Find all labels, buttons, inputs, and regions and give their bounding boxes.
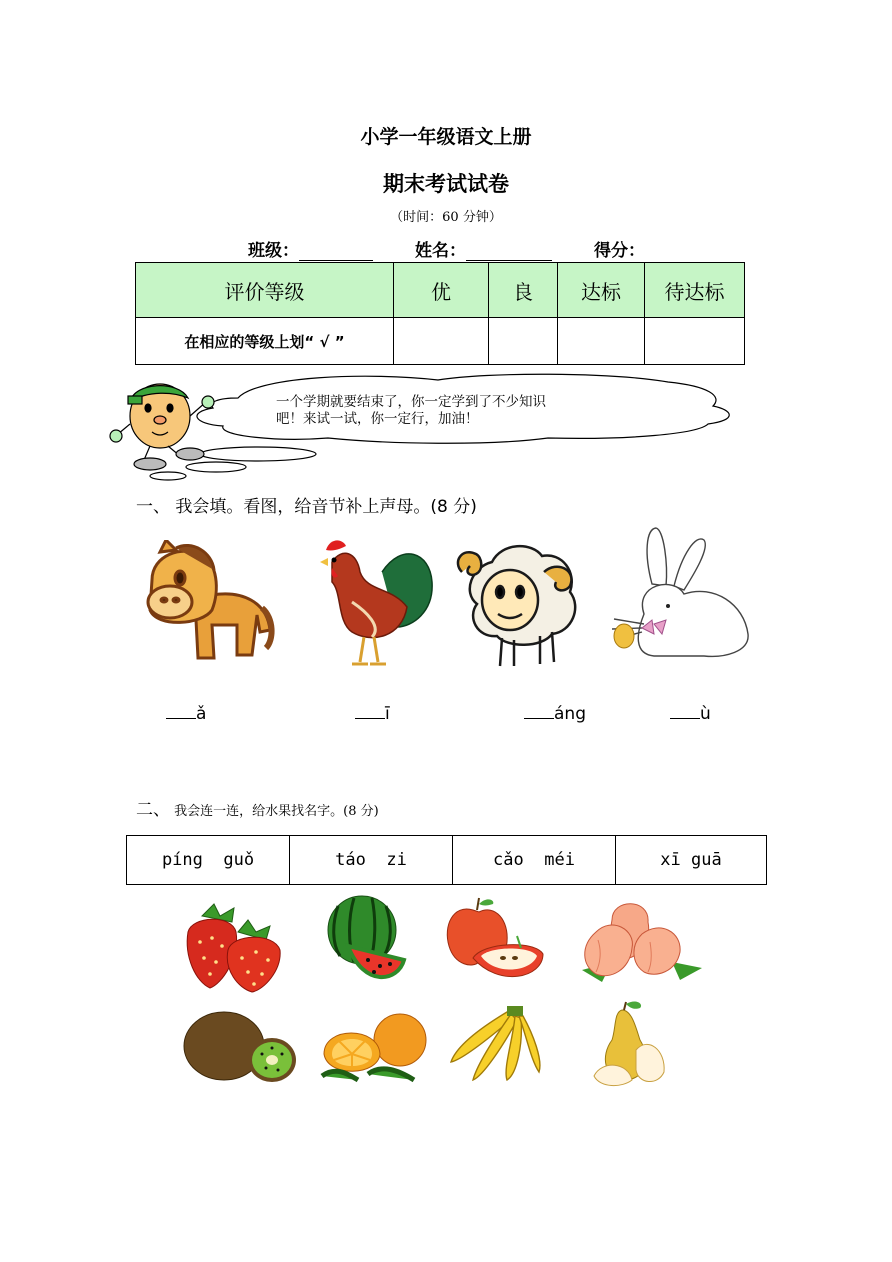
speech-line-1: 一个学期就要结束了，你一定学到了不少知识 — [276, 394, 546, 410]
grade-header-cell: 优 — [394, 263, 489, 318]
grade-header-cell: 良 — [489, 263, 558, 318]
class-blank — [299, 244, 373, 261]
pinyin-final: ù — [700, 704, 711, 724]
fruit-word-cell[interactable]: píng guǒ — [127, 836, 290, 885]
grade-row-label: 在相应的等级上划“ √ ” — [136, 318, 394, 365]
fruit-word-cell[interactable]: táo zi — [290, 836, 453, 885]
score-label: 得分： — [594, 241, 645, 261]
rooster-image — [312, 532, 434, 670]
class-field — [248, 236, 373, 261]
section-2-text: 我会连一连，给水果找名字。(8 分) — [170, 804, 379, 819]
fruit-word-cell[interactable]: xī guā — [616, 836, 767, 885]
grade-header-cell: 评价等级 — [136, 263, 394, 318]
orange-image[interactable] — [318, 1004, 430, 1086]
horse-image — [142, 540, 277, 665]
section-1-title: 一、 我会填。看图，给音节补上声母。(8 分) — [136, 497, 477, 517]
banana-image[interactable] — [447, 1004, 543, 1084]
pinyin-blank-3[interactable] — [524, 704, 586, 724]
name-label: 姓名： — [415, 241, 466, 261]
name-blank — [466, 244, 552, 261]
apple-image[interactable] — [443, 896, 547, 988]
fruit-name-table — [126, 835, 767, 885]
grade-header-cell: 达标 — [558, 263, 645, 318]
grade-mark-cell[interactable] — [558, 318, 645, 365]
grade-table-row — [136, 318, 745, 365]
speech-line-2: 吧！来试一试，你一定行，加油！ — [276, 411, 479, 427]
rabbit-image — [604, 524, 754, 662]
speech-bubble-text — [276, 394, 606, 428]
score-field — [594, 236, 645, 261]
peach-image[interactable] — [572, 892, 710, 998]
sheep-image — [452, 542, 584, 672]
class-label: 班级： — [248, 241, 299, 261]
kiwi-image[interactable] — [182, 1008, 298, 1086]
grade-header-cell: 待达标 — [645, 263, 745, 318]
grade-mark-cell[interactable] — [645, 318, 745, 365]
title-line-2: 期末考试试卷 — [383, 172, 509, 196]
name-field — [415, 236, 552, 261]
pinyin-blank-4[interactable] — [670, 704, 711, 724]
pinyin-blank-2[interactable] — [355, 704, 390, 724]
grade-table-header — [136, 263, 745, 318]
watermelon-image[interactable] — [324, 894, 408, 990]
fruit-name-row — [127, 836, 767, 885]
pear-image[interactable] — [592, 1000, 674, 1088]
pinyin-final: ǎ — [196, 704, 207, 724]
exam-time: （时间：60 分钟） — [390, 210, 502, 225]
strawberry-image[interactable] — [182, 902, 286, 994]
pinyin-final: áng — [554, 704, 586, 724]
section-2-title — [136, 795, 379, 820]
grade-mark-cell[interactable] — [394, 318, 489, 365]
grade-table — [135, 262, 745, 365]
grade-mark-cell[interactable] — [489, 318, 558, 365]
mascot-figure — [110, 384, 214, 470]
pinyin-blank-1[interactable] — [166, 704, 206, 724]
title-line-1: 小学一年级语文上册 — [360, 126, 532, 148]
section-2-number: 二、 — [136, 800, 170, 820]
fruit-word-cell[interactable]: cǎo méi — [453, 836, 616, 885]
pinyin-final: ī — [385, 704, 390, 724]
